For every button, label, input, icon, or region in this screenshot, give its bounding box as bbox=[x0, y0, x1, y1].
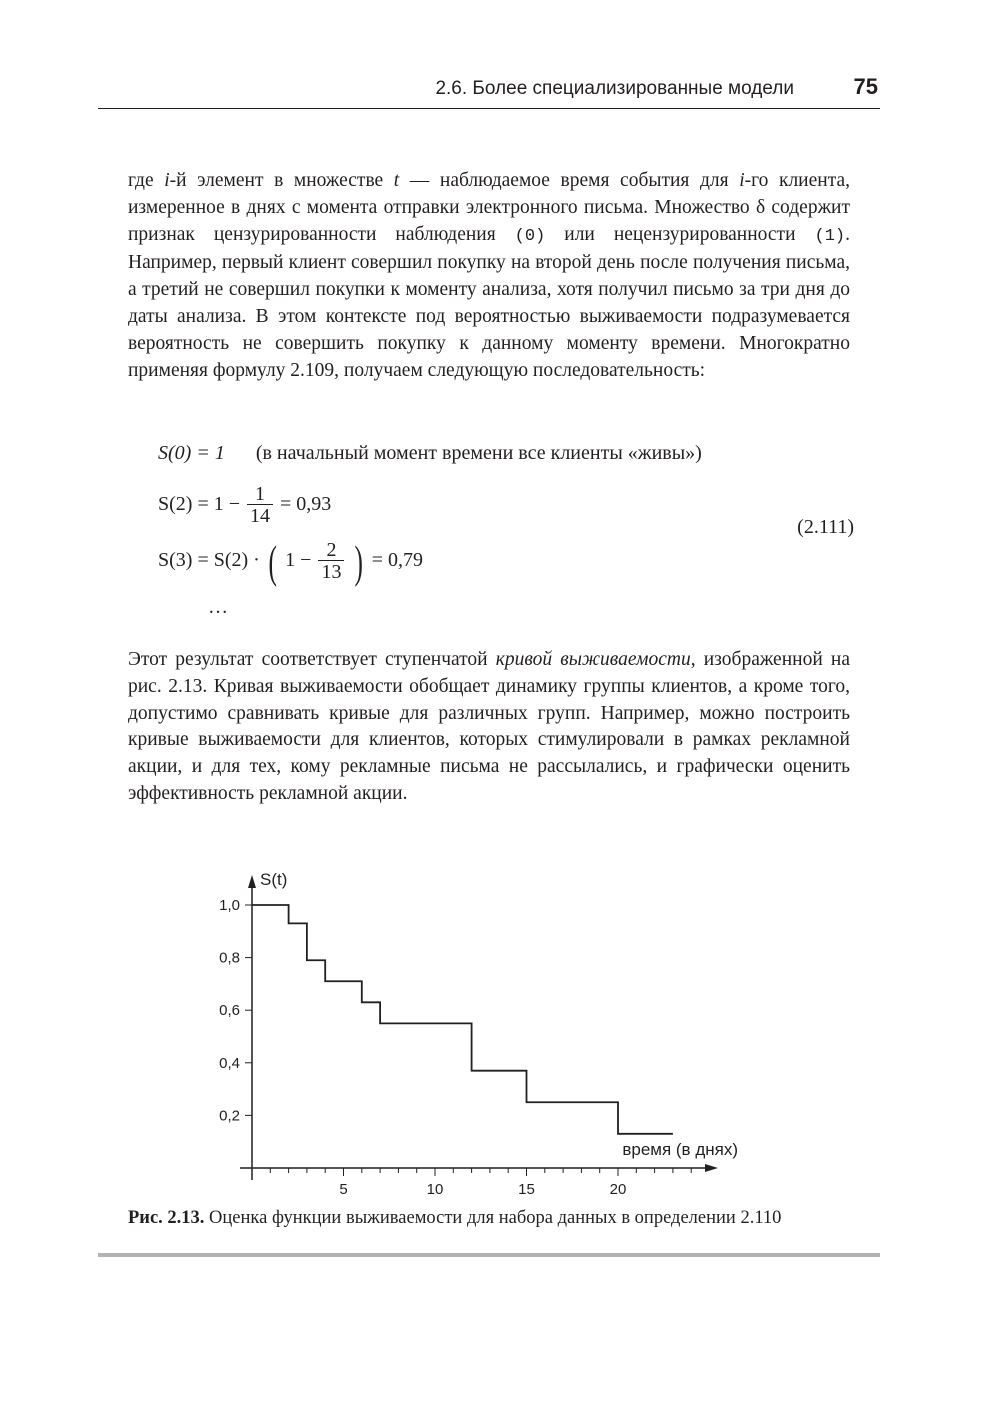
figure-caption bbox=[128, 1208, 781, 1229]
x-axis-label: время (в днях) bbox=[622, 1140, 738, 1159]
italic-i: i bbox=[739, 170, 745, 191]
footer-rule bbox=[98, 1253, 880, 1257]
survival-chart bbox=[200, 865, 760, 1200]
text-run: . Например, первый клиент совершил покупку на второй день после получения письма, а третий не совершил покупки к моменту анализа, хотя получил письмо за три дня до даты анализа. В этом контексте под вероятностью выживаемости подразумевается вероятность не совершить покупку к данному моменту времени. Многократно применяя формулу 2.109, получаем следующую последовательность: bbox=[128, 223, 850, 381]
equation-number: (2.111) bbox=[797, 516, 854, 538]
y-tick-label: 1,0 bbox=[219, 897, 240, 914]
x-tick-label: 10 bbox=[426, 1181, 444, 1198]
x-tick-label: 5 bbox=[339, 1181, 348, 1198]
eq-s2-prefix: S(2) = 1 − bbox=[158, 493, 241, 516]
x-tick-label: 20 bbox=[609, 1181, 627, 1198]
page-number: 75 bbox=[853, 74, 878, 99]
y-axis-arrow bbox=[248, 875, 256, 888]
section-title: 2.6. Более специализированные модели bbox=[435, 78, 794, 99]
fraction-1-14 bbox=[247, 484, 273, 527]
emphasis-term: кривой выживаемости bbox=[495, 649, 691, 670]
frac-numerator: 1 bbox=[247, 484, 273, 505]
caption-text: Оценка функции выживаемости для набора данных в определении 2.110 bbox=[204, 1208, 782, 1228]
text-run: — наблюдаемое время события для bbox=[399, 170, 740, 191]
y-axis-label: S(t) bbox=[260, 870, 288, 889]
paragraph-2 bbox=[128, 647, 850, 808]
left-paren: ( bbox=[268, 535, 277, 587]
text-run: Этот результат соответствует ступенчатой bbox=[128, 649, 496, 670]
y-tick-label: 0,8 bbox=[219, 949, 240, 967]
equation-line-1 bbox=[158, 442, 702, 465]
equation-line-3 bbox=[158, 535, 424, 587]
equation-line-2 bbox=[158, 484, 331, 527]
chart-svg bbox=[200, 865, 760, 1200]
y-tick-label: 0,6 bbox=[219, 1002, 240, 1020]
italic-i: i bbox=[164, 170, 170, 191]
text-run: где bbox=[128, 170, 165, 191]
frac-denominator: 14 bbox=[250, 505, 271, 527]
y-tick-label: 0,4 bbox=[219, 1054, 240, 1072]
running-header bbox=[98, 74, 880, 109]
paragraph-1 bbox=[128, 168, 850, 384]
text-run: , изображенной на рис. 2.13. Кривая выживаемости обобщает динамику группы клиентов, а кроме того, допустимо сравнивать кривые для различных групп. Например, можно построить кривые выживаемости для клиентов, которых стимулировали в рамках рекламной акции, и для тех, кому рекламные письма не рассылались, и графически оценить эффективность рекламной акции. bbox=[128, 649, 851, 804]
right-paren: ) bbox=[354, 535, 364, 587]
text-run: -го клиента, измеренное в днях с момента отправки электронного письма. Множество δ содержит признак цензурированности наблюдения bbox=[128, 170, 850, 245]
equation-block bbox=[150, 436, 860, 636]
y-tick-label: 0,2 bbox=[219, 1107, 240, 1125]
italic-t: t bbox=[393, 170, 400, 191]
frac-numerator: 2 bbox=[318, 540, 344, 561]
code-one: (1) bbox=[814, 226, 846, 246]
equation-ellipsis: … bbox=[208, 596, 228, 618]
text-run: или нецензурированности bbox=[545, 223, 815, 245]
code-zero: (0) bbox=[514, 226, 546, 246]
eq-s0: S(0) = 1 bbox=[158, 442, 225, 464]
fraction-2-13 bbox=[318, 540, 344, 583]
eq-s3-prefix: S(3) = S(2) · bbox=[158, 549, 265, 572]
x-axis-arrow bbox=[705, 1164, 718, 1172]
eq-comment: (в начальный момент времени все клиенты «живы») bbox=[255, 442, 702, 464]
survival-step-line bbox=[252, 905, 673, 1134]
eq-s3-inner: 1 − bbox=[285, 549, 312, 572]
eq-s3-result: = 0,79 bbox=[371, 549, 424, 572]
x-tick-label: 15 bbox=[518, 1181, 535, 1198]
frac-denominator: 13 bbox=[321, 561, 342, 583]
eq-s2-result: = 0,93 bbox=[280, 493, 332, 516]
caption-label: Рис. 2.13. bbox=[128, 1208, 205, 1228]
text-run: -й элемент в множестве bbox=[169, 170, 394, 191]
